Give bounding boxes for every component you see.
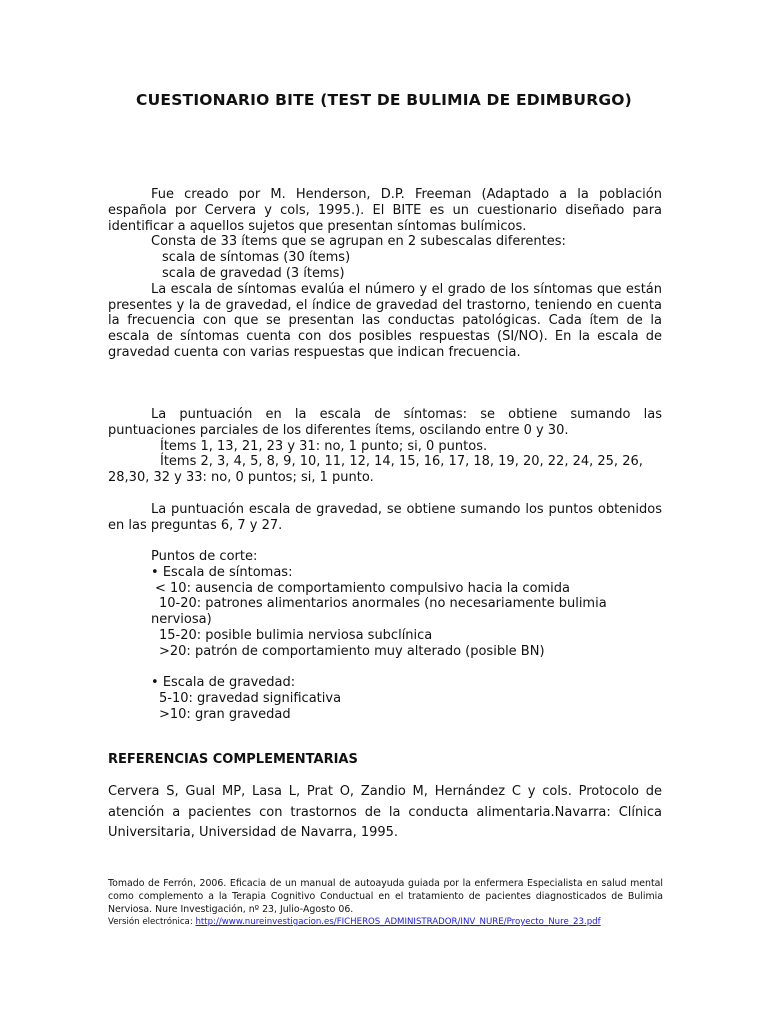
- intro-section: [108, 187, 662, 361]
- cutoff-symptom-4: >20: patrón de comportamiento muy alterado (posible BN): [159, 643, 545, 659]
- cutoff-symptoms-header: [108, 565, 662, 581]
- cutoff-symptom-2: 10-20: patrones alimentarios anormales (no necesariamente bulimia: [159, 596, 607, 612]
- subscale-symptoms: scala de síntomas (30 ítems): [162, 250, 351, 266]
- reference-text: Cervera S, Gual MP, Lasa L, Prat O, Zandio M, Hernández C y cols. Protocolo de atención a pacientes con trastornos de la conducta alimentaria.Navarra: Clínica Universitaria, Universidad de Navarra, 1995.: [108, 784, 662, 840]
- intro-paragraph-2: Consta de 33 ítems que se agrupan en 2 subescalas diferentes:: [151, 234, 566, 250]
- footer-note: [108, 877, 663, 929]
- scoring-items-2-continued: 28,30, 32 y 33: no, 0 puntos; si, 1 punto.: [108, 470, 374, 486]
- subscale-severity: scala de gravedad (3 ítems): [162, 265, 345, 281]
- cutoff-severity-1: 5-10: gravedad significativa: [159, 691, 342, 707]
- cutoff-section: [108, 549, 662, 723]
- document-title: CUESTIONARIO BITE (TEST DE BULIMIA DE EDIMBURGO): [136, 91, 632, 109]
- cutoff-severity-label: Escala de gravedad:: [162, 675, 296, 691]
- scoring-items-2: Ítems 2, 3, 4, 5, 8, 9, 10, 11, 12, 14, 15, 16, 17, 18, 19, 20, 22, 24, 25, 26,: [160, 454, 643, 470]
- bullet-icon: •: [151, 675, 159, 691]
- scoring-paragraph-2: La puntuación escala de gravedad, se obtiene sumando los puntos obtenidos en las preguntas 6, 7 y 27.: [108, 501, 662, 533]
- cutoff-symptom-1: < 10: ausencia de comportamiento compulsivo hacia la comida: [155, 580, 571, 596]
- bullet-icon: •: [151, 564, 159, 580]
- footer-version-label: Versión electrónica:: [108, 917, 193, 927]
- cutoff-label: Puntos de corte:: [151, 549, 258, 564]
- cutoff-symptom-3: 15-20: posible bulimia nerviosa subclínica: [159, 627, 433, 643]
- intro-paragraph-3: La escala de síntomas evalúa el número y el grado de los síntomas que están presentes y la de gravedad, el índice de gravedad del trastorno, teniendo en cuenta la frecuencia con que se presentan las conductas patológicas. Cada ítem de la escala de síntomas cuenta con dos posibles respuestas (SI/NO). En la escala de gravedad cuenta con varias respuestas que indican frecuencia.: [108, 281, 662, 360]
- cutoff-symptom-2-continued: nerviosa): [151, 612, 212, 628]
- references-heading: REFERENCIAS COMPLEMENTARIAS: [108, 752, 358, 767]
- footer-link[interactable]: http://www.nureinvestigacion.es/FICHEROS_ADMINISTRADOR/INV_NURE/Proyecto_Nure_23.pdf: [195, 917, 601, 927]
- scoring-paragraph-1: La puntuación en la escala de síntomas: se obtiene sumando las puntuaciones parciales de los diferentes ítems, oscilando entre 0 y 30.: [108, 407, 662, 438]
- scoring-section: [108, 407, 662, 533]
- intro-paragraph-1: Fue creado por M. Henderson, D.P. Freeman (Adaptado a la población española por Cervera y cols, 1995.). El BITE es un cuestionario diseñado para identificar a aquellos sujetos que presentan síntomas bulímicos.: [108, 187, 662, 234]
- scoring-items-1: Ítems 1, 13, 21, 23 y 31: no, 1 punto; si, 0 puntos.: [160, 438, 488, 454]
- cutoff-severity-2: >10: gran gravedad: [159, 706, 291, 722]
- cutoff-symptoms-label: Escala de síntomas:: [162, 564, 293, 580]
- footer-citation: Tomado de Ferrón, 2006. Eficacia de un manual de autoayuda guiada por la enfermera Especialista en salud mental como complemento a la Terapia Cognitivo Conductual en el tratamiento de pacientes diagnosticados de Bulimia Nerviosa. Nure Investigación, nº 23, Julio-Agosto 06.: [108, 878, 663, 915]
- cutoff-severity-header: [108, 675, 662, 691]
- footer-electronic-version: [108, 916, 663, 929]
